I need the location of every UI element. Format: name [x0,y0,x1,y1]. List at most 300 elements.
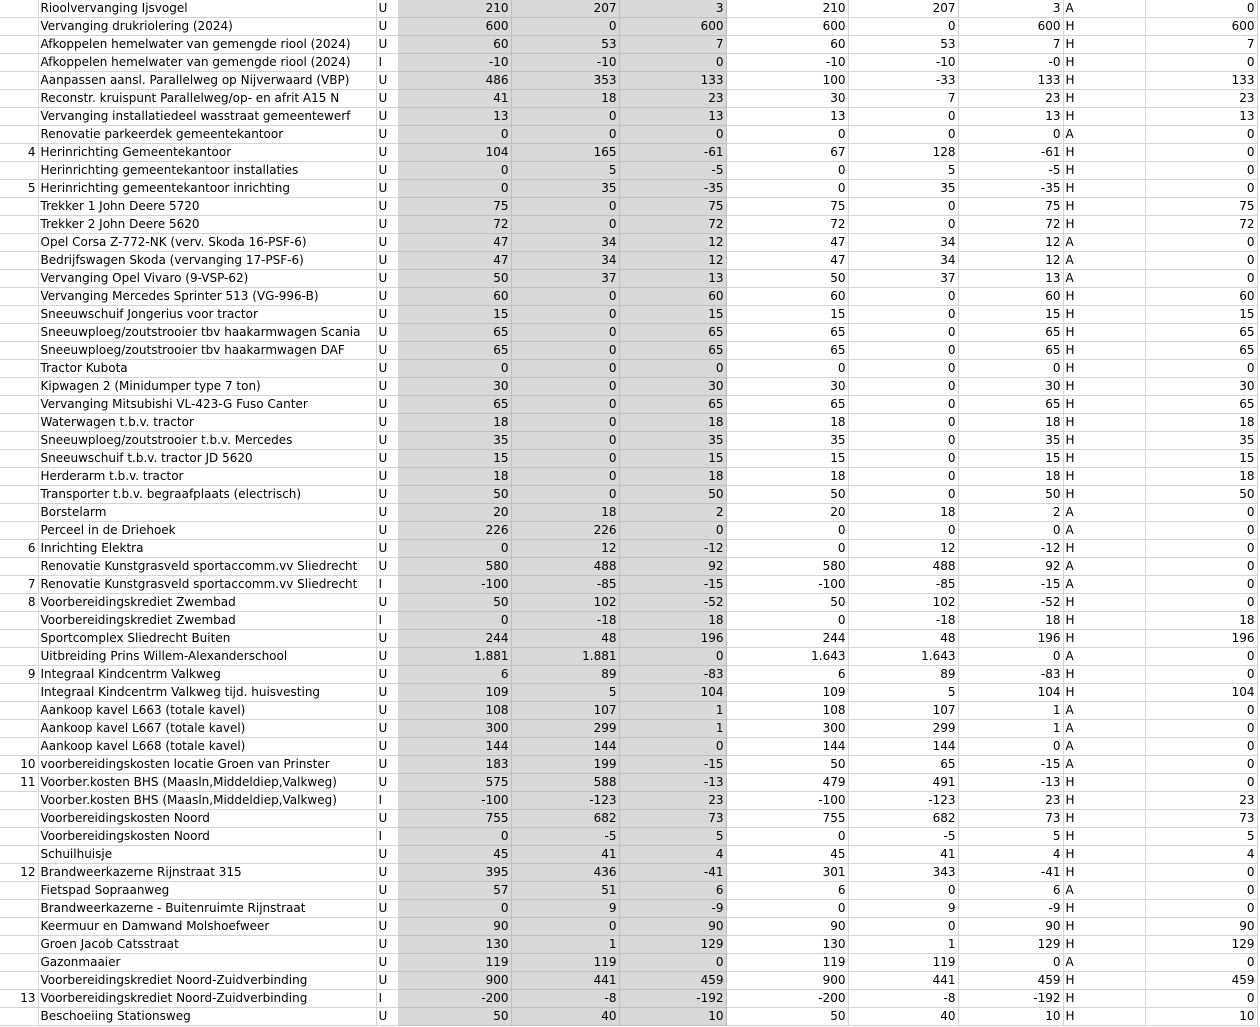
row-number-cell[interactable] [0,72,38,90]
status-cell[interactable]: H [1063,180,1145,198]
status-cell[interactable]: A [1063,504,1145,522]
status-cell[interactable]: A [1063,720,1145,738]
type-cell[interactable]: U [376,918,398,936]
balance-cell[interactable]: 1 [619,702,726,720]
spent-cell[interactable]: 34 [511,234,619,252]
budget-2-cell[interactable]: 479 [726,774,848,792]
type-cell[interactable]: U [376,414,398,432]
budget-cell[interactable]: 50 [398,594,511,612]
budget-cell[interactable]: 244 [398,630,511,648]
project-name-cell[interactable]: Integraal Kindcentrm Valkweg [38,666,376,684]
status-cell[interactable]: A [1063,648,1145,666]
type-cell[interactable]: U [376,180,398,198]
balance-2-cell[interactable]: 65 [958,342,1063,360]
spent-cell[interactable]: 1 [511,936,619,954]
row-number-cell[interactable] [0,900,38,918]
balance-2-cell[interactable]: 0 [958,738,1063,756]
row-number-cell[interactable] [0,648,38,666]
budget-2-cell[interactable]: 130 [726,936,848,954]
project-name-cell[interactable]: Transporter t.b.v. begraafplaats (electrisch) [38,486,376,504]
spent-2-cell[interactable]: 0 [848,522,958,540]
spent-cell[interactable]: 12 [511,540,619,558]
spent-cell[interactable]: 1.881 [511,648,619,666]
budget-2-cell[interactable]: 60 [726,288,848,306]
spent-cell[interactable]: 0 [511,918,619,936]
type-cell[interactable]: U [376,144,398,162]
row-number-cell[interactable] [0,936,38,954]
carryover-cell[interactable]: 0 [1145,360,1257,378]
status-cell[interactable]: H [1063,198,1145,216]
balance-2-cell[interactable]: 50 [958,486,1063,504]
carryover-cell[interactable]: 30 [1145,378,1257,396]
spent-2-cell[interactable]: 48 [848,630,958,648]
carryover-cell[interactable]: 0 [1145,504,1257,522]
budget-2-cell[interactable]: 15 [726,306,848,324]
spent-2-cell[interactable]: 7 [848,90,958,108]
row-number-cell[interactable]: 9 [0,666,38,684]
row-number-cell[interactable]: 6 [0,540,38,558]
status-cell[interactable]: H [1063,1008,1145,1026]
spent-cell[interactable]: 0 [511,414,619,432]
status-cell[interactable]: H [1063,900,1145,918]
status-cell[interactable]: H [1063,72,1145,90]
spent-cell[interactable]: 0 [511,450,619,468]
balance-cell[interactable]: 13 [619,270,726,288]
type-cell[interactable]: U [376,360,398,378]
spent-cell[interactable]: 226 [511,522,619,540]
carryover-cell[interactable]: 18 [1145,468,1257,486]
budget-2-cell[interactable]: 300 [726,720,848,738]
budget-cell[interactable]: 13 [398,108,511,126]
balance-2-cell[interactable]: 7 [958,36,1063,54]
carryover-cell[interactable]: 0 [1145,648,1257,666]
project-name-cell[interactable]: Aankoop kavel L663 (totale kavel) [38,702,376,720]
balance-cell[interactable]: 104 [619,684,726,702]
budget-cell[interactable]: 108 [398,702,511,720]
spent-cell[interactable]: 0 [511,198,619,216]
budget-2-cell[interactable]: 67 [726,144,848,162]
balance-cell[interactable]: 15 [619,450,726,468]
spent-cell[interactable]: 35 [511,180,619,198]
carryover-cell[interactable]: 72 [1145,216,1257,234]
status-cell[interactable]: H [1063,18,1145,36]
project-name-cell[interactable]: Sneeuwploeg/zoutstrooier t.b.v. Mercedes [38,432,376,450]
carryover-cell[interactable]: 0 [1145,0,1257,18]
balance-2-cell[interactable]: -61 [958,144,1063,162]
row-number-cell[interactable] [0,306,38,324]
balance-cell[interactable]: 0 [619,954,726,972]
type-cell[interactable]: U [376,720,398,738]
balance-cell[interactable]: 0 [619,648,726,666]
row-number-cell[interactable] [0,612,38,630]
project-name-cell[interactable]: Trekker 2 John Deere 5620 [38,216,376,234]
budget-2-cell[interactable]: 18 [726,414,848,432]
project-name-cell[interactable]: Schuilhuisje [38,846,376,864]
row-number-cell[interactable] [0,396,38,414]
type-cell[interactable]: U [376,972,398,990]
project-name-cell[interactable]: Voorbereidingskrediet Noord-Zuidverbinding [38,990,376,1008]
type-cell[interactable]: U [376,18,398,36]
project-name-cell[interactable]: Sneeuwschuif Jongerius voor tractor [38,306,376,324]
spent-cell[interactable]: 102 [511,594,619,612]
balance-2-cell[interactable]: 12 [958,234,1063,252]
type-cell[interactable]: U [376,936,398,954]
balance-2-cell[interactable]: 13 [958,270,1063,288]
status-cell[interactable]: H [1063,414,1145,432]
spent-2-cell[interactable]: 0 [848,918,958,936]
type-cell[interactable]: U [376,126,398,144]
budget-cell[interactable]: -100 [398,576,511,594]
balance-cell[interactable]: 65 [619,324,726,342]
type-cell[interactable]: U [376,882,398,900]
budget-cell[interactable]: 15 [398,450,511,468]
spent-2-cell[interactable]: 0 [848,378,958,396]
carryover-cell[interactable]: 0 [1145,900,1257,918]
spent-2-cell[interactable]: 343 [848,864,958,882]
balance-2-cell[interactable]: 0 [958,954,1063,972]
row-number-cell[interactable] [0,198,38,216]
project-name-cell[interactable]: Opel Corsa Z-772-NK (verv. Skoda 16-PSF-6) [38,234,376,252]
type-cell[interactable]: U [376,342,398,360]
row-number-cell[interactable] [0,270,38,288]
type-cell[interactable]: I [376,792,398,810]
carryover-cell[interactable]: 18 [1145,612,1257,630]
budget-cell[interactable]: 109 [398,684,511,702]
balance-2-cell[interactable]: 0 [958,648,1063,666]
carryover-cell[interactable]: 0 [1145,702,1257,720]
type-cell[interactable]: U [376,324,398,342]
project-name-cell[interactable]: Voorber.kosten BHS (Maasln,Middeldiep,Valkweg) [38,774,376,792]
balance-2-cell[interactable]: 5 [958,828,1063,846]
spent-cell[interactable]: -18 [511,612,619,630]
budget-2-cell[interactable]: 65 [726,342,848,360]
budget-2-cell[interactable]: 30 [726,90,848,108]
balance-cell[interactable]: -9 [619,900,726,918]
spent-cell[interactable]: 0 [511,486,619,504]
spent-cell[interactable]: 0 [511,288,619,306]
spent-cell[interactable]: 436 [511,864,619,882]
type-cell[interactable]: U [376,504,398,522]
carryover-cell[interactable]: 0 [1145,666,1257,684]
balance-2-cell[interactable]: 2 [958,504,1063,522]
type-cell[interactable]: U [376,306,398,324]
balance-2-cell[interactable]: 30 [958,378,1063,396]
carryover-cell[interactable]: 0 [1145,54,1257,72]
spent-cell[interactable]: 0 [511,360,619,378]
balance-cell[interactable]: 90 [619,918,726,936]
spent-2-cell[interactable]: 65 [848,756,958,774]
project-name-cell[interactable]: voorbereidingskosten locatie Groen van Prinster [38,756,376,774]
balance-cell[interactable]: -12 [619,540,726,558]
budget-cell[interactable]: 18 [398,468,511,486]
balance-2-cell[interactable]: 72 [958,216,1063,234]
budget-2-cell[interactable]: 0 [726,828,848,846]
status-cell[interactable]: H [1063,324,1145,342]
balance-2-cell[interactable]: 6 [958,882,1063,900]
project-name-cell[interactable]: Voorber.kosten BHS (Maasln,Middeldiep,Valkweg) [38,792,376,810]
type-cell[interactable]: U [376,450,398,468]
spent-2-cell[interactable]: 107 [848,702,958,720]
budget-cell[interactable]: 0 [398,900,511,918]
carryover-cell[interactable]: 0 [1145,522,1257,540]
row-number-cell[interactable] [0,18,38,36]
balance-cell[interactable]: 459 [619,972,726,990]
status-cell[interactable]: A [1063,126,1145,144]
balance-2-cell[interactable]: 15 [958,450,1063,468]
carryover-cell[interactable]: 4 [1145,846,1257,864]
budget-cell[interactable]: 575 [398,774,511,792]
row-number-cell[interactable] [0,882,38,900]
balance-cell[interactable]: 7 [619,36,726,54]
spent-2-cell[interactable]: 0 [848,306,958,324]
budget-2-cell[interactable]: -200 [726,990,848,1008]
status-cell[interactable]: H [1063,666,1145,684]
status-cell[interactable]: H [1063,684,1145,702]
spent-2-cell[interactable]: 299 [848,720,958,738]
balance-cell[interactable]: 15 [619,306,726,324]
spent-2-cell[interactable]: 0 [848,342,958,360]
status-cell[interactable]: H [1063,864,1145,882]
budget-cell[interactable]: 65 [398,324,511,342]
balance-2-cell[interactable]: -15 [958,756,1063,774]
type-cell[interactable]: U [376,558,398,576]
spent-cell[interactable]: 0 [511,378,619,396]
status-cell[interactable]: H [1063,342,1145,360]
balance-cell[interactable]: -15 [619,756,726,774]
row-number-cell[interactable] [0,324,38,342]
status-cell[interactable]: A [1063,576,1145,594]
budget-cell[interactable]: 0 [398,126,511,144]
budget-cell[interactable]: -100 [398,792,511,810]
type-cell[interactable]: U [376,162,398,180]
status-cell[interactable]: H [1063,144,1145,162]
budget-2-cell[interactable]: 0 [726,126,848,144]
budget-cell[interactable]: 0 [398,540,511,558]
balance-2-cell[interactable]: 13 [958,108,1063,126]
carryover-cell[interactable]: 0 [1145,270,1257,288]
project-name-cell[interactable]: Inrichting Elektra [38,540,376,558]
balance-2-cell[interactable]: -41 [958,864,1063,882]
budget-2-cell[interactable]: 108 [726,702,848,720]
budget-2-cell[interactable]: 15 [726,450,848,468]
budget-cell[interactable]: 50 [398,1008,511,1026]
spent-cell[interactable]: 9 [511,900,619,918]
budget-cell[interactable]: 755 [398,810,511,828]
project-name-cell[interactable]: Kipwagen 2 (Minidumper type 7 ton) [38,378,376,396]
spent-2-cell[interactable]: 0 [848,486,958,504]
spent-cell[interactable]: 682 [511,810,619,828]
budget-cell[interactable]: 50 [398,486,511,504]
carryover-cell[interactable]: 50 [1145,486,1257,504]
budget-cell[interactable]: 395 [398,864,511,882]
status-cell[interactable]: H [1063,612,1145,630]
budget-2-cell[interactable]: 13 [726,108,848,126]
budget-2-cell[interactable]: 50 [726,594,848,612]
budget-2-cell[interactable]: 580 [726,558,848,576]
balance-2-cell[interactable]: 75 [958,198,1063,216]
project-name-cell[interactable]: Beschoeiing Stationsweg [38,1008,376,1026]
status-cell[interactable]: A [1063,0,1145,18]
type-cell[interactable]: I [376,576,398,594]
spent-2-cell[interactable]: 0 [848,324,958,342]
budget-cell[interactable]: 486 [398,72,511,90]
budget-2-cell[interactable]: 144 [726,738,848,756]
balance-2-cell[interactable]: 4 [958,846,1063,864]
budget-2-cell[interactable]: 45 [726,846,848,864]
carryover-cell[interactable]: 0 [1145,540,1257,558]
type-cell[interactable]: U [376,810,398,828]
spent-2-cell[interactable]: 0 [848,432,958,450]
spent-2-cell[interactable]: 144 [848,738,958,756]
carryover-cell[interactable]: 0 [1145,234,1257,252]
balance-2-cell[interactable]: 18 [958,468,1063,486]
budget-cell[interactable]: 30 [398,378,511,396]
type-cell[interactable]: U [376,954,398,972]
status-cell[interactable]: H [1063,306,1145,324]
project-name-cell[interactable]: Herinrichting gemeentekantoor inrichting [38,180,376,198]
row-number-cell[interactable] [0,684,38,702]
spent-2-cell[interactable]: 40 [848,1008,958,1026]
budget-2-cell[interactable]: 47 [726,252,848,270]
type-cell[interactable]: U [376,486,398,504]
budget-2-cell[interactable]: 0 [726,540,848,558]
status-cell[interactable]: H [1063,108,1145,126]
spent-2-cell[interactable]: 37 [848,270,958,288]
budget-2-cell[interactable]: 755 [726,810,848,828]
balance-2-cell[interactable]: 90 [958,918,1063,936]
type-cell[interactable]: U [376,666,398,684]
spent-2-cell[interactable]: 0 [848,126,958,144]
spent-cell[interactable]: -10 [511,54,619,72]
budget-cell[interactable]: 900 [398,972,511,990]
project-name-cell[interactable]: Renovatie Kunstgrasveld sportaccomm.vv Sliedrecht [38,558,376,576]
spent-2-cell[interactable]: 41 [848,846,958,864]
project-name-cell[interactable]: Sneeuwploeg/zoutstrooier tbv haakarmwagen Scania [38,324,376,342]
budget-cell[interactable]: 0 [398,162,511,180]
type-cell[interactable]: U [376,702,398,720]
spent-2-cell[interactable]: 128 [848,144,958,162]
balance-cell[interactable]: 18 [619,414,726,432]
budget-cell[interactable]: 47 [398,252,511,270]
carryover-cell[interactable]: 0 [1145,126,1257,144]
spent-2-cell[interactable]: 12 [848,540,958,558]
balance-2-cell[interactable]: -15 [958,576,1063,594]
spent-2-cell[interactable]: 102 [848,594,958,612]
status-cell[interactable]: H [1063,36,1145,54]
spent-cell[interactable]: 207 [511,0,619,18]
project-name-cell[interactable]: Brandweerkazerne Rijnstraat 315 [38,864,376,882]
row-number-cell[interactable]: 4 [0,144,38,162]
spent-cell[interactable]: 51 [511,882,619,900]
balance-2-cell[interactable]: -12 [958,540,1063,558]
status-cell[interactable]: A [1063,522,1145,540]
budget-cell[interactable]: 0 [398,828,511,846]
balance-cell[interactable]: 72 [619,216,726,234]
spent-2-cell[interactable]: 1 [848,936,958,954]
budget-cell[interactable]: 72 [398,216,511,234]
carryover-cell[interactable]: 0 [1145,774,1257,792]
carryover-cell[interactable]: 196 [1145,630,1257,648]
row-number-cell[interactable] [0,972,38,990]
status-cell[interactable]: A [1063,252,1145,270]
type-cell[interactable]: U [376,756,398,774]
carryover-cell[interactable]: 129 [1145,936,1257,954]
budget-2-cell[interactable]: 65 [726,324,848,342]
row-number-cell[interactable] [0,1008,38,1026]
budget-cell[interactable]: 104 [398,144,511,162]
status-cell[interactable]: H [1063,486,1145,504]
balance-cell[interactable]: 129 [619,936,726,954]
budget-cell[interactable]: 90 [398,918,511,936]
budget-2-cell[interactable]: 35 [726,432,848,450]
status-cell[interactable]: H [1063,360,1145,378]
spent-2-cell[interactable]: 0 [848,360,958,378]
type-cell[interactable]: I [376,990,398,1008]
type-cell[interactable]: U [376,468,398,486]
type-cell[interactable]: U [376,288,398,306]
spent-2-cell[interactable]: 682 [848,810,958,828]
row-number-cell[interactable] [0,522,38,540]
budget-2-cell[interactable]: 210 [726,0,848,18]
carryover-cell[interactable]: 75 [1145,198,1257,216]
balance-cell[interactable]: 196 [619,630,726,648]
spent-cell[interactable]: 0 [511,126,619,144]
spent-2-cell[interactable]: 488 [848,558,958,576]
carryover-cell[interactable]: 0 [1145,162,1257,180]
project-name-cell[interactable]: Uitbreiding Prins Willem-Alexanderschool [38,648,376,666]
row-number-cell[interactable] [0,468,38,486]
budget-2-cell[interactable]: 0 [726,162,848,180]
row-number-cell[interactable] [0,288,38,306]
type-cell[interactable]: U [376,522,398,540]
type-cell[interactable]: U [376,252,398,270]
carryover-cell[interactable]: 459 [1145,972,1257,990]
type-cell[interactable]: U [376,198,398,216]
status-cell[interactable]: H [1063,540,1145,558]
project-name-cell[interactable]: Perceel in de Driehoek [38,522,376,540]
type-cell[interactable]: U [376,738,398,756]
row-number-cell[interactable] [0,252,38,270]
project-name-cell[interactable]: Aanpassen aansl. Parallelweg op Nijverwaard (VBP) [38,72,376,90]
carryover-cell[interactable]: 0 [1145,252,1257,270]
balance-2-cell[interactable]: 0 [958,522,1063,540]
balance-cell[interactable]: -61 [619,144,726,162]
type-cell[interactable]: U [376,648,398,666]
balance-2-cell[interactable]: 1 [958,702,1063,720]
status-cell[interactable]: H [1063,216,1145,234]
type-cell[interactable]: I [376,828,398,846]
status-cell[interactable]: H [1063,162,1145,180]
project-name-cell[interactable]: Bedrijfswagen Skoda (vervanging 17-PSF-6) [38,252,376,270]
balance-2-cell[interactable]: -9 [958,900,1063,918]
budget-cell[interactable]: 45 [398,846,511,864]
budget-cell[interactable]: 18 [398,414,511,432]
spent-2-cell[interactable]: 18 [848,504,958,522]
budget-2-cell[interactable]: 18 [726,468,848,486]
spent-2-cell[interactable]: 0 [848,468,958,486]
spent-2-cell[interactable]: 207 [848,0,958,18]
status-cell[interactable]: H [1063,468,1145,486]
budget-2-cell[interactable]: 47 [726,234,848,252]
budget-2-cell[interactable]: 30 [726,378,848,396]
spent-2-cell[interactable]: -85 [848,576,958,594]
budget-cell[interactable]: 20 [398,504,511,522]
row-number-cell[interactable] [0,36,38,54]
budget-2-cell[interactable]: 6 [726,882,848,900]
project-name-cell[interactable]: Aankoop kavel L667 (totale kavel) [38,720,376,738]
budget-cell[interactable]: 41 [398,90,511,108]
row-number-cell[interactable] [0,432,38,450]
